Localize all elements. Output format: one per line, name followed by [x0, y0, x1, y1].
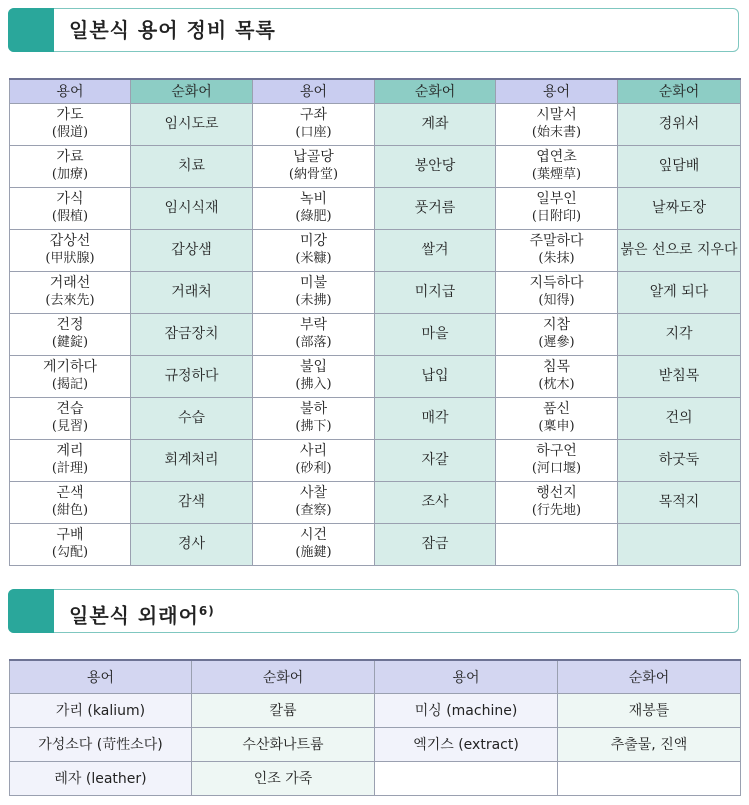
refined-term-text: 받침목 [658, 367, 700, 384]
refined-term-cell [618, 355, 741, 397]
table-header-row [10, 660, 741, 693]
refined-term-text: 쌀겨 [421, 241, 449, 258]
refined-term-cell [618, 313, 741, 355]
refined-term-cell [375, 145, 496, 187]
refined-term-text: 회계처리 [164, 451, 219, 468]
term-text: 불입 [299, 359, 328, 375]
refined-term-cell [131, 187, 253, 229]
refined-term-cell [131, 145, 253, 187]
term-text: 시말서 [536, 107, 577, 123]
refined-term-cell [618, 145, 741, 187]
section-title-text: 일본식 외래어 [69, 603, 199, 628]
loanword-cell: 가성소다 (苛性소다) [10, 727, 192, 761]
term-text: 하구언 [536, 443, 577, 459]
refined-term-cell: 인조 가죽 [192, 761, 375, 795]
term-hanja: (日附印) [531, 209, 582, 224]
term-text: 갑상선 [49, 233, 91, 249]
term-hanja: (去來先) [45, 293, 95, 308]
term-text: 침목 [542, 359, 571, 375]
term-hanja: (假植) [51, 209, 89, 224]
refined-term-text: 지각 [665, 325, 693, 342]
column-header: 용어 [10, 79, 131, 103]
term-hanja: (口座) [295, 125, 332, 140]
term-hanja: (施鍵) [295, 545, 332, 560]
table-row [10, 145, 741, 187]
term-hanja: (稟申) [538, 419, 575, 434]
table-row [10, 271, 741, 313]
term-hanja: (朱抹) [538, 251, 575, 266]
refined-term-cell [375, 229, 496, 271]
refined-term-cell [618, 271, 741, 313]
footnote-marker: 6) [198, 604, 215, 618]
table-row [10, 397, 741, 439]
table-row [10, 727, 741, 761]
term-hanja: (河口堰) [531, 461, 582, 476]
refined-term-text: 규정하다 [164, 367, 219, 384]
term-text: 곤색 [56, 485, 84, 501]
term-hanja: (計理) [51, 461, 89, 476]
term-cell [10, 397, 131, 439]
term-cell [253, 355, 375, 397]
refined-term-cell [558, 761, 741, 795]
refined-term-text: 날짜도장 [651, 199, 707, 216]
refined-term-cell [131, 481, 253, 523]
refined-term-cell [131, 313, 253, 355]
term-hanja: (假道) [51, 125, 89, 140]
term-text: 거래선 [49, 275, 91, 291]
refined-term-text: 미지급 [414, 283, 456, 300]
refined-term-text: 잠금 [421, 535, 449, 552]
term-cell [496, 397, 618, 439]
term-hanja: (綠肥) [295, 209, 332, 224]
table-header-row [10, 79, 741, 103]
term-hanja: (揭記) [51, 377, 89, 392]
term-cell [10, 313, 131, 355]
term-cell [253, 439, 375, 481]
refined-term-cell [375, 355, 496, 397]
term-cell [10, 229, 131, 271]
refined-term-text: 하굿둑 [658, 451, 700, 468]
table-row [10, 187, 741, 229]
refined-term-cell [618, 481, 741, 523]
refined-term-text: 조사 [421, 493, 449, 510]
refined-term-cell [375, 313, 496, 355]
term-text: 주말하다 [529, 233, 584, 249]
refined-term-text: 자갈 [421, 451, 449, 468]
term-hanja: (米糠) [295, 251, 332, 266]
column-header: 순화어 [131, 79, 253, 103]
refined-term-cell [375, 103, 496, 145]
refined-term-text: 임시도로 [164, 115, 219, 132]
term-hanja: (砂利) [295, 461, 332, 476]
term-hanja: (拂入) [295, 377, 332, 392]
column-header: 순화어 [192, 660, 375, 693]
refined-term-cell [618, 439, 741, 481]
term-hanja: (查察) [295, 503, 332, 518]
term-hanja: (見習) [51, 419, 89, 434]
refined-term-cell [131, 439, 253, 481]
term-cell [496, 523, 618, 565]
term-cell [496, 187, 618, 229]
column-header: 용어 [375, 660, 558, 693]
term-cell [10, 481, 131, 523]
term-hanja: (加療) [51, 167, 89, 182]
refined-term-text: 풋거름 [414, 199, 456, 216]
refined-term-text: 목적지 [658, 493, 700, 510]
refined-term-cell [618, 187, 741, 229]
term-hanja: (紺色) [51, 503, 89, 518]
term-cell [253, 145, 375, 187]
banner-accent [8, 589, 54, 633]
term-cell [10, 187, 131, 229]
term-text: 가료 [56, 149, 84, 165]
term-text: 불하 [299, 401, 328, 417]
refined-term-text: 갑상샘 [171, 241, 212, 258]
term-text: 게기하다 [42, 359, 98, 375]
table-row [10, 761, 741, 795]
column-header: 용어 [253, 79, 375, 103]
refined-term-cell [131, 271, 253, 313]
term-cell [10, 271, 131, 313]
column-header: 순화어 [375, 79, 496, 103]
refined-term-text: 거래처 [171, 283, 212, 300]
term-text: 녹비 [299, 191, 328, 207]
column-header: 용어 [10, 660, 192, 693]
refined-term-text: 계좌 [421, 115, 449, 132]
section-title: 일본식 용어 정비 목록 [69, 18, 276, 42]
table-row [10, 523, 741, 565]
term-cell [10, 523, 131, 565]
section-banner-terms [8, 8, 739, 52]
term-hanja: (知得) [538, 293, 575, 308]
refined-term-cell [375, 523, 496, 565]
refined-term-cell [375, 397, 496, 439]
term-text: 건정 [56, 317, 84, 333]
column-header: 용어 [496, 79, 618, 103]
refined-term-text: 건의 [665, 409, 693, 426]
term-text: 미불 [299, 275, 328, 291]
refined-term-text: 잎담배 [658, 157, 700, 174]
term-cell [253, 397, 375, 439]
table-row [10, 481, 741, 523]
refined-term-cell [618, 229, 741, 271]
term-hanja: (勾配) [51, 545, 89, 560]
term-text: 품신 [542, 401, 571, 417]
refined-term-text: 임시식재 [164, 199, 219, 216]
table-row [10, 355, 741, 397]
loanword-cell: 엑기스 (extract) [375, 727, 558, 761]
loanwords-table [9, 659, 741, 796]
refined-term-text: 매각 [421, 409, 449, 426]
refined-term-text: 치료 [177, 157, 206, 174]
term-cell [10, 103, 131, 145]
term-text: 구좌 [299, 107, 328, 123]
term-cell [253, 313, 375, 355]
term-cell [253, 229, 375, 271]
term-text: 미강 [299, 233, 328, 249]
refined-term-cell [618, 103, 741, 145]
refined-term-cell: 수산화나트륨 [192, 727, 375, 761]
term-cell [253, 523, 375, 565]
term-text: 구배 [56, 527, 84, 543]
table-row [10, 439, 741, 481]
refined-term-cell: 재봉틀 [558, 693, 741, 727]
refined-term-text: 감색 [177, 493, 206, 510]
column-header: 순화어 [558, 660, 741, 693]
term-cell [496, 229, 618, 271]
term-cell [253, 103, 375, 145]
term-cell [253, 481, 375, 523]
refined-term-text: 경사 [177, 535, 206, 552]
term-hanja: (始末書) [531, 125, 582, 140]
column-header: 순화어 [618, 79, 741, 103]
refined-term-cell [131, 523, 253, 565]
refined-term-cell [131, 103, 253, 145]
term-text: 지참 [542, 317, 571, 333]
refined-term-text: 알게 되다 [649, 283, 709, 300]
term-text: 일부인 [536, 191, 577, 207]
japanese-terms-table [9, 78, 741, 566]
term-hanja: (拂下) [295, 419, 332, 434]
banner-accent [8, 8, 54, 52]
term-text: 가도 [56, 107, 84, 123]
term-hanja: (甲狀腺) [45, 251, 95, 266]
term-text: 견습 [56, 401, 84, 417]
loanword-cell [375, 761, 558, 795]
refined-term-cell [618, 397, 741, 439]
term-hanja: (枕木) [538, 377, 575, 392]
refined-term-text: 수습 [177, 409, 206, 426]
table-row [10, 693, 741, 727]
term-cell [253, 187, 375, 229]
refined-term-cell [375, 439, 496, 481]
term-text: 사리 [299, 443, 328, 459]
section-banner-loanwords [8, 589, 739, 633]
section-title [69, 590, 215, 637]
term-text: 사찰 [299, 485, 328, 501]
term-cell [496, 145, 618, 187]
table-row [10, 103, 741, 145]
term-text: 지득하다 [529, 275, 584, 291]
refined-term-text: 잠금장치 [164, 325, 219, 342]
refined-term-cell [131, 397, 253, 439]
term-text: 납골당 [293, 149, 334, 165]
term-cell [496, 103, 618, 145]
loanword-cell: 가리 (kalium) [10, 693, 192, 727]
term-text: 계리 [56, 443, 84, 459]
refined-term-cell [375, 271, 496, 313]
term-hanja: (葉煙草) [531, 167, 582, 182]
term-hanja: (遲參) [538, 335, 575, 350]
refined-term-cell: 추출물, 진액 [558, 727, 741, 761]
refined-term-cell [618, 523, 741, 565]
refined-term-cell [375, 187, 496, 229]
term-text: 가식 [56, 191, 84, 207]
term-cell [496, 481, 618, 523]
term-hanja: (鍵錠) [51, 335, 89, 350]
term-cell [496, 271, 618, 313]
loanword-cell: 미싱 (machine) [375, 693, 558, 727]
term-cell [496, 439, 618, 481]
refined-term-text: 경위서 [658, 115, 700, 132]
term-hanja: (未拂) [295, 293, 332, 308]
term-hanja: (部落) [295, 335, 332, 350]
term-text: 부락 [299, 317, 328, 333]
table-row [10, 313, 741, 355]
term-cell [496, 313, 618, 355]
term-cell [496, 355, 618, 397]
table-row [10, 229, 741, 271]
term-cell [10, 145, 131, 187]
refined-term-text: 붉은 선으로 지우다 [620, 241, 738, 258]
refined-term-text: 마을 [421, 325, 449, 342]
term-cell [10, 439, 131, 481]
term-hanja: (行先地) [531, 503, 582, 518]
refined-term-cell: 칼륨 [192, 693, 375, 727]
term-text: 시건 [299, 527, 328, 543]
refined-term-cell [131, 355, 253, 397]
term-text: 엽연초 [536, 149, 577, 165]
term-hanja: (納骨堂) [288, 167, 339, 182]
refined-term-text: 납입 [421, 367, 449, 384]
term-cell [253, 271, 375, 313]
term-text: 행선지 [536, 485, 577, 501]
term-cell [10, 355, 131, 397]
loanword-cell: 레자 (leather) [10, 761, 192, 795]
refined-term-text: 봉안당 [414, 157, 456, 174]
refined-term-cell [375, 481, 496, 523]
refined-term-cell [131, 229, 253, 271]
